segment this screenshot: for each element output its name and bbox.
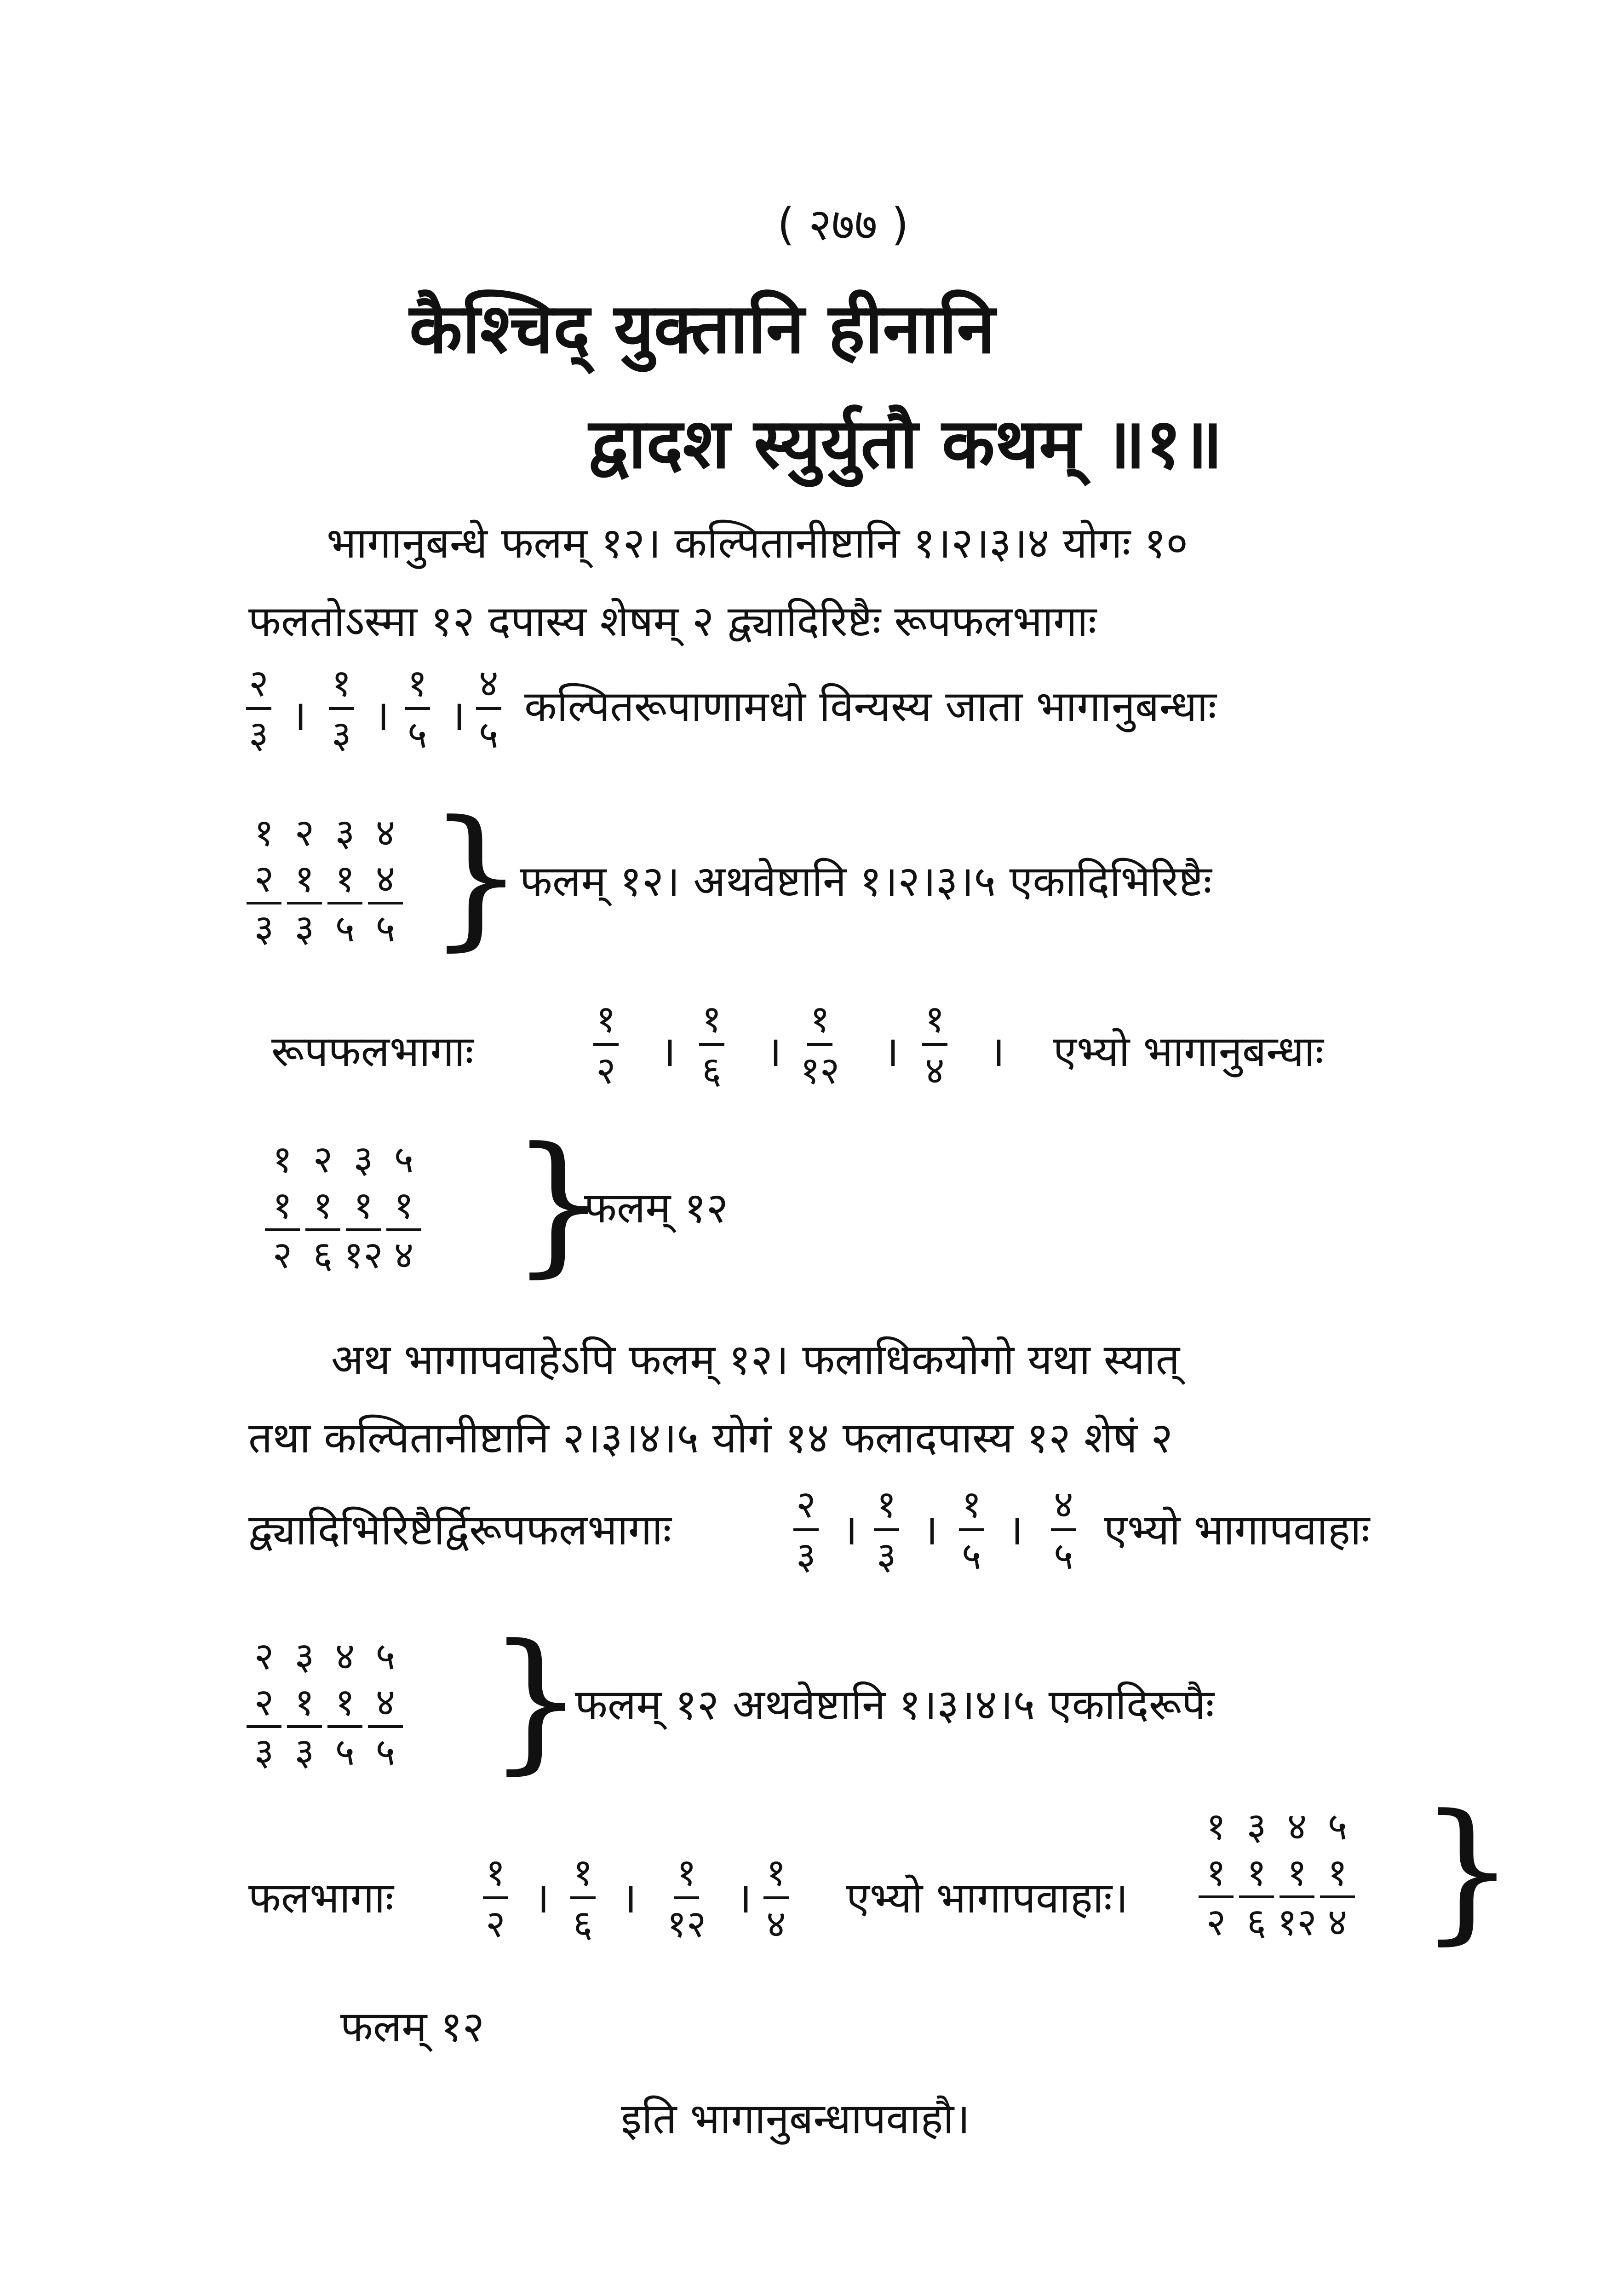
matrix-cell: १: [327, 860, 362, 904]
matrix-row-numerators: [244, 1681, 406, 1728]
verse-line-1: कैश्चिद् युक्तानि हीनानि: [409, 289, 995, 369]
matrix-row-numerators: [1196, 1851, 1358, 1898]
para1-line3-tail: कल्पितरूपाणामधो विन्यस्य जाता भागानुबन्धाः: [524, 682, 1217, 731]
danda: ।: [449, 691, 465, 740]
matrix-cell: १: [254, 811, 274, 855]
denominator: ६: [702, 1049, 722, 1093]
para3-line1: अथ भागापवाहेऽपि फलम् १२। फलाधिकयोगो यथा स्यात्: [331, 1335, 1180, 1384]
danda: ।: [766, 1027, 782, 1076]
matrix-cell: ३: [294, 907, 315, 950]
matrix-cell: ३: [335, 811, 355, 855]
matrix-row-numerators: [262, 1184, 424, 1231]
matrix-cell: १: [1280, 1854, 1314, 1898]
denominator: २: [596, 1049, 616, 1093]
result: फलम् १२: [340, 2002, 485, 2051]
para3-line2: तथा कल्पितानीष्टानि २।३।४।५ योगं १४ फलादपास्य १२ शेषं २: [248, 1413, 1173, 1463]
matrix-cell: ४: [368, 1684, 403, 1728]
matrix-cell: १: [1239, 1854, 1274, 1898]
matrix-cell: ५: [335, 1730, 355, 1774]
matrix-cell: २: [1206, 1901, 1226, 1944]
para2-head: रूपफलभागाः: [271, 1027, 474, 1076]
matrix-cell: १: [346, 1187, 381, 1231]
denominator: २: [486, 1902, 505, 1946]
matrix-row-denominators: [1196, 1898, 1358, 1944]
fraction: [593, 997, 619, 1093]
matrix: [262, 1138, 424, 1277]
matrix-cell: ५: [375, 1635, 396, 1678]
fraction: [246, 662, 271, 757]
fraction: [959, 1483, 984, 1578]
denominator: ४: [925, 1049, 945, 1093]
fraction: [405, 662, 430, 757]
matrix-row-denominators: [244, 1728, 406, 1774]
danda: ।: [883, 1027, 899, 1076]
matrix-cell: १: [386, 1187, 421, 1231]
matrix3-tail: फलम् १२ अथवेष्टानि १।३।४।५ एकादिरूपैः: [575, 1680, 1214, 1729]
danda: ।: [660, 1027, 676, 1076]
matrix-cell: १: [327, 1684, 362, 1728]
para3-line3-tail: एभ्यो भागापवाहाः: [1104, 1505, 1370, 1555]
numerator: १: [593, 1001, 619, 1046]
fraction: [874, 1483, 899, 1578]
matrix-row-indices: [244, 1635, 406, 1684]
numerator: २: [246, 665, 271, 710]
matrix-cell: १: [1206, 1805, 1226, 1849]
matrix-cell: ४: [368, 860, 403, 904]
matrix: [244, 811, 406, 950]
numerator: १: [922, 1001, 947, 1046]
para4-head: फलभागाः: [248, 1873, 394, 1923]
fraction: [667, 1851, 706, 1946]
matrix-cell: ३: [1246, 1805, 1267, 1849]
matrix-row-denominators: [244, 904, 406, 948]
denominator: ५: [962, 1534, 981, 1578]
matrix-cell: १२: [344, 1233, 383, 1277]
danda: ।: [842, 1505, 858, 1555]
para2-tail: एभ्यो भागानुबन्धाः: [1053, 1027, 1324, 1076]
matrix2-tail: फलम् १२: [584, 1183, 729, 1233]
matrix-cell: ३: [353, 1138, 373, 1181]
page-number: ( २७७ ): [777, 199, 909, 250]
matrix-cell: १: [305, 1187, 340, 1231]
danda: ।: [1007, 1505, 1023, 1555]
para4-tail: एभ्यो भागापवाहाः।: [846, 1873, 1129, 1923]
matrix-cell: २: [294, 811, 315, 855]
numerator: १: [874, 1486, 899, 1531]
danda: ।: [534, 1873, 550, 1923]
denominator: ५: [1054, 1534, 1073, 1578]
numerator: १: [674, 1854, 699, 1899]
para1-line1: भागानुबन्धे फलम् १२। कल्पितानीष्टानि १।२।३।४ योगः १०: [327, 518, 1188, 568]
matrix-cell: ३: [294, 1730, 315, 1774]
matrix-cell: १: [272, 1138, 293, 1181]
numerator: १: [763, 1854, 789, 1899]
matrix-row-indices: [1196, 1805, 1358, 1854]
matrix-cell: १: [265, 1187, 300, 1231]
denominator: ३: [796, 1534, 816, 1578]
matrix-cell: १: [1199, 1854, 1234, 1898]
fraction: [329, 662, 354, 757]
matrix1-tail: फलम् १२। अथवेष्टानि १।२।३।५ एकादिभिरिष्टैः: [520, 857, 1212, 906]
danda: ।: [291, 691, 307, 740]
matrix-cell: १२: [1277, 1901, 1317, 1944]
denominator: १२: [800, 1049, 840, 1093]
fraction: [763, 1851, 789, 1946]
fraction: [1051, 1483, 1076, 1578]
fraction: [483, 1851, 508, 1946]
denominator: ३: [332, 713, 351, 757]
matrix-cell: २: [247, 1684, 281, 1728]
matrix-cell: ४: [394, 1233, 414, 1277]
matrix-cell: ६: [313, 1233, 333, 1277]
numerator: १: [570, 1854, 596, 1899]
fraction: [800, 997, 840, 1093]
matrix-cell: ६: [1246, 1901, 1267, 1944]
denominator: ४: [766, 1902, 786, 1946]
denominator: ३: [877, 1534, 896, 1578]
numerator: १: [699, 1001, 724, 1046]
matrix-row-indices: [244, 811, 406, 860]
numerator: २: [793, 1486, 819, 1531]
denominator: ५: [407, 713, 427, 757]
numerator: १: [329, 665, 354, 710]
fraction: [570, 1851, 596, 1946]
brace: }: [1419, 1782, 1515, 1958]
para3-line3-head: द्व्यादिभिरिष्टैर्द्विरूपफलभागाः: [248, 1505, 671, 1555]
matrix: [1196, 1805, 1358, 1944]
matrix-cell: ३: [254, 1730, 274, 1774]
brace: }: [488, 1612, 584, 1788]
danda: ।: [922, 1505, 938, 1555]
matrix-cell: १: [287, 1684, 322, 1728]
matrix-row-indices: [262, 1138, 424, 1187]
fraction: [476, 662, 501, 757]
matrix-cell: ४: [375, 811, 396, 855]
numerator: १: [959, 1486, 984, 1531]
matrix-cell: २: [313, 1138, 333, 1181]
fraction: [922, 997, 947, 1093]
numerator: १: [405, 665, 430, 710]
matrix-cell: २: [254, 1635, 274, 1678]
para1-line2: फलतोऽस्मा १२ दपास्य शेषम् २ द्व्यादिरिष्टैः रूपफलभागाः: [248, 597, 1097, 646]
danda: ।: [736, 1873, 752, 1923]
brace: }: [428, 788, 524, 965]
matrix-cell: १: [287, 860, 322, 904]
matrix-cell: १: [1320, 1854, 1355, 1898]
matrix: [244, 1635, 406, 1774]
danda: ।: [373, 691, 390, 740]
danda: ।: [621, 1873, 637, 1923]
matrix-row-numerators: [244, 857, 406, 904]
numerator: ४: [476, 665, 501, 710]
matrix-cell: ४: [1287, 1805, 1307, 1849]
numerator: ४: [1051, 1486, 1076, 1531]
numerator: १: [483, 1854, 508, 1899]
matrix-cell: २: [272, 1233, 293, 1277]
matrix-cell: ५: [394, 1138, 414, 1181]
section-footer: इति भागानुबन्धापवाहौ।: [621, 2094, 970, 2143]
matrix-cell: ५: [1327, 1805, 1348, 1849]
numerator: १: [807, 1001, 832, 1046]
matrix-cell: ५: [375, 907, 396, 950]
matrix-cell: ३: [294, 1635, 315, 1678]
matrix-cell: ५: [375, 1730, 396, 1774]
matrix-cell: ४: [335, 1635, 355, 1678]
matrix-cell: ४: [1327, 1901, 1348, 1944]
matrix-cell: ५: [335, 907, 355, 950]
matrix-cell: २: [247, 860, 281, 904]
verse-line-2: द्वादश स्युर्युतौ कथम् ॥१॥: [589, 404, 1223, 484]
fraction: [699, 997, 724, 1093]
brace: }: [511, 1115, 607, 1291]
denominator: १२: [667, 1902, 706, 1946]
denominator: ३: [249, 713, 269, 757]
danda: ।: [989, 1027, 1005, 1076]
denominator: ६: [573, 1902, 593, 1946]
denominator: ५: [479, 713, 499, 757]
fraction: [793, 1483, 819, 1578]
matrix-row-denominators: [262, 1231, 424, 1277]
matrix-cell: ३: [254, 907, 274, 950]
